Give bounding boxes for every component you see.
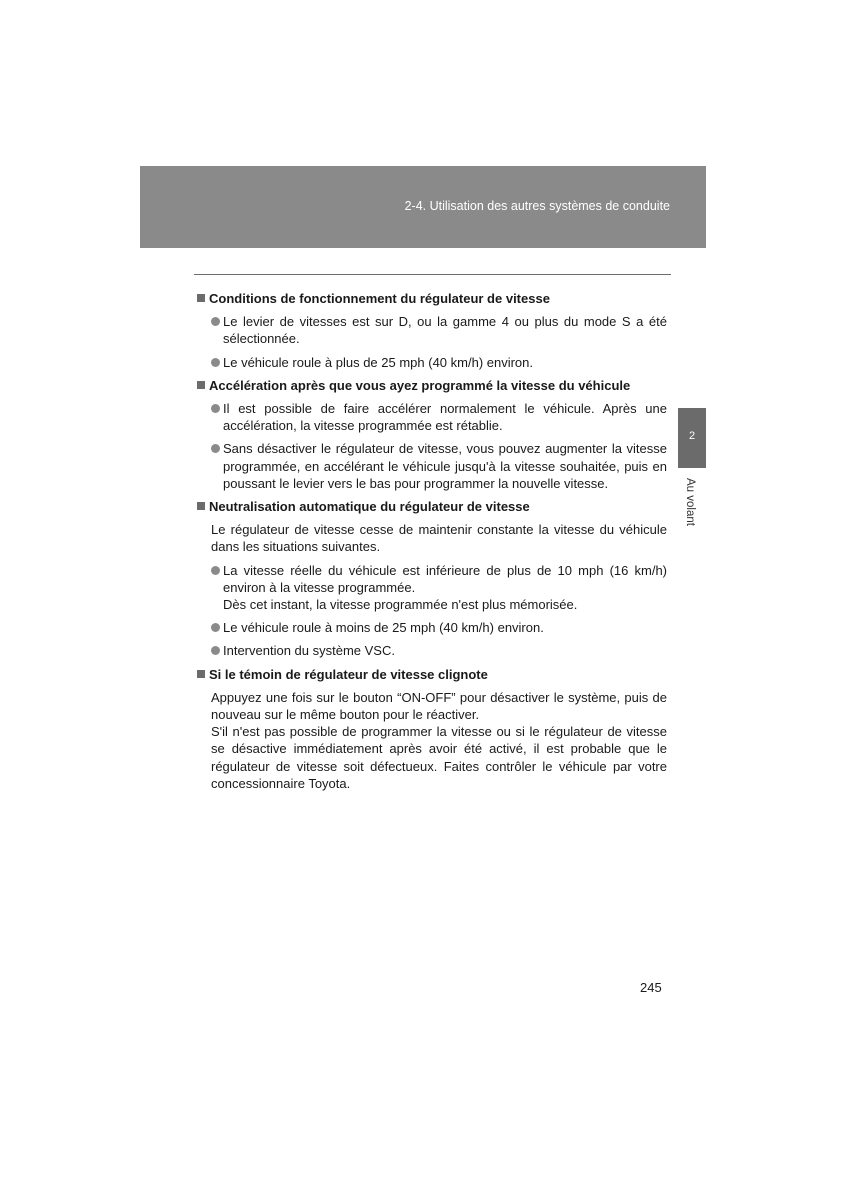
section-intro: Le régulateur de vitesse cesse de maintenir constante la vitesse du véhicule dans les situations suivantes. [211, 522, 667, 555]
circle-bullet-icon [211, 317, 220, 326]
chapter-tab [678, 408, 706, 468]
chapter-tab-label: Au volant [684, 478, 696, 526]
circle-bullet-icon [211, 358, 220, 367]
list-item: Il est possible de faire accélérer normalement le véhicule. Après une accélération, la vitesse programmée est rétablie. [211, 400, 667, 434]
circle-bullet-icon [211, 566, 220, 575]
list-item: Le véhicule roule à plus de 25 mph (40 km/h) environ. [211, 354, 667, 371]
square-bullet-icon [197, 670, 205, 678]
circle-bullet-icon [211, 623, 220, 632]
list-item: La vitesse réelle du véhicule est inférieure de plus de 10 mph (16 km/h) environ à la vitesse programmée. Dès cet instant, la vitesse programmée n'est plus mémorisée. [211, 562, 667, 614]
square-bullet-icon [197, 381, 205, 389]
circle-bullet-icon [211, 404, 220, 413]
section-title: Neutralisation automatique du régulateur de vitesse [197, 498, 667, 515]
paragraph: Appuyez une fois sur le bouton “ON-OFF” pour désactiver le système, puis de nouveau sur le même bouton pour le réactiver. [211, 689, 667, 723]
circle-bullet-icon [211, 646, 220, 655]
bullet-note: Dès cet instant, la vitesse programmée n'est plus mémorisée. [223, 597, 578, 613]
circle-bullet-icon [211, 444, 220, 453]
list-item: Le véhicule roule à moins de 25 mph (40 km/h) environ. [211, 619, 667, 636]
page-number: 245 [640, 980, 662, 995]
section-title: Conditions de fonctionnement du régulateur de vitesse [197, 290, 667, 307]
paragraph: S'il n'est pas possible de programmer la vitesse ou si le régulateur de vitesse se désactive immédiatement après avoir été activé, il est probable que le régulateur de vitesse soit défectueux. Faites contrôler le véhicule par votre concessionnaire Toyota. [211, 724, 667, 791]
chapter-tab-number: 2 [688, 430, 696, 442]
section-title: Si le témoin de régulateur de vitesse clignote [197, 666, 667, 683]
list-item: Sans désactiver le régulateur de vitesse, vous pouvez augmenter la vitesse programmée, en accélérant le véhicule jusqu'à la vitesse souhaitée, puis en poussant le levier vers le bas pour programmer la nouvelle vitesse. [211, 440, 667, 492]
section-title: Accélération après que vous ayez programmé la vitesse du véhicule [197, 377, 667, 394]
square-bullet-icon [197, 294, 205, 302]
square-bullet-icon [197, 502, 205, 510]
list-item: Le levier de vitesses est sur D, ou la gamme 4 ou plus du mode S a été sélectionnée. [211, 313, 667, 347]
list-item: Intervention du système VSC. [211, 642, 667, 659]
header-rule [194, 274, 671, 275]
page-content [197, 290, 667, 798]
header-title: 2-4. Utilisation des autres systèmes de conduite [404, 199, 670, 213]
chapter-header [140, 166, 706, 248]
